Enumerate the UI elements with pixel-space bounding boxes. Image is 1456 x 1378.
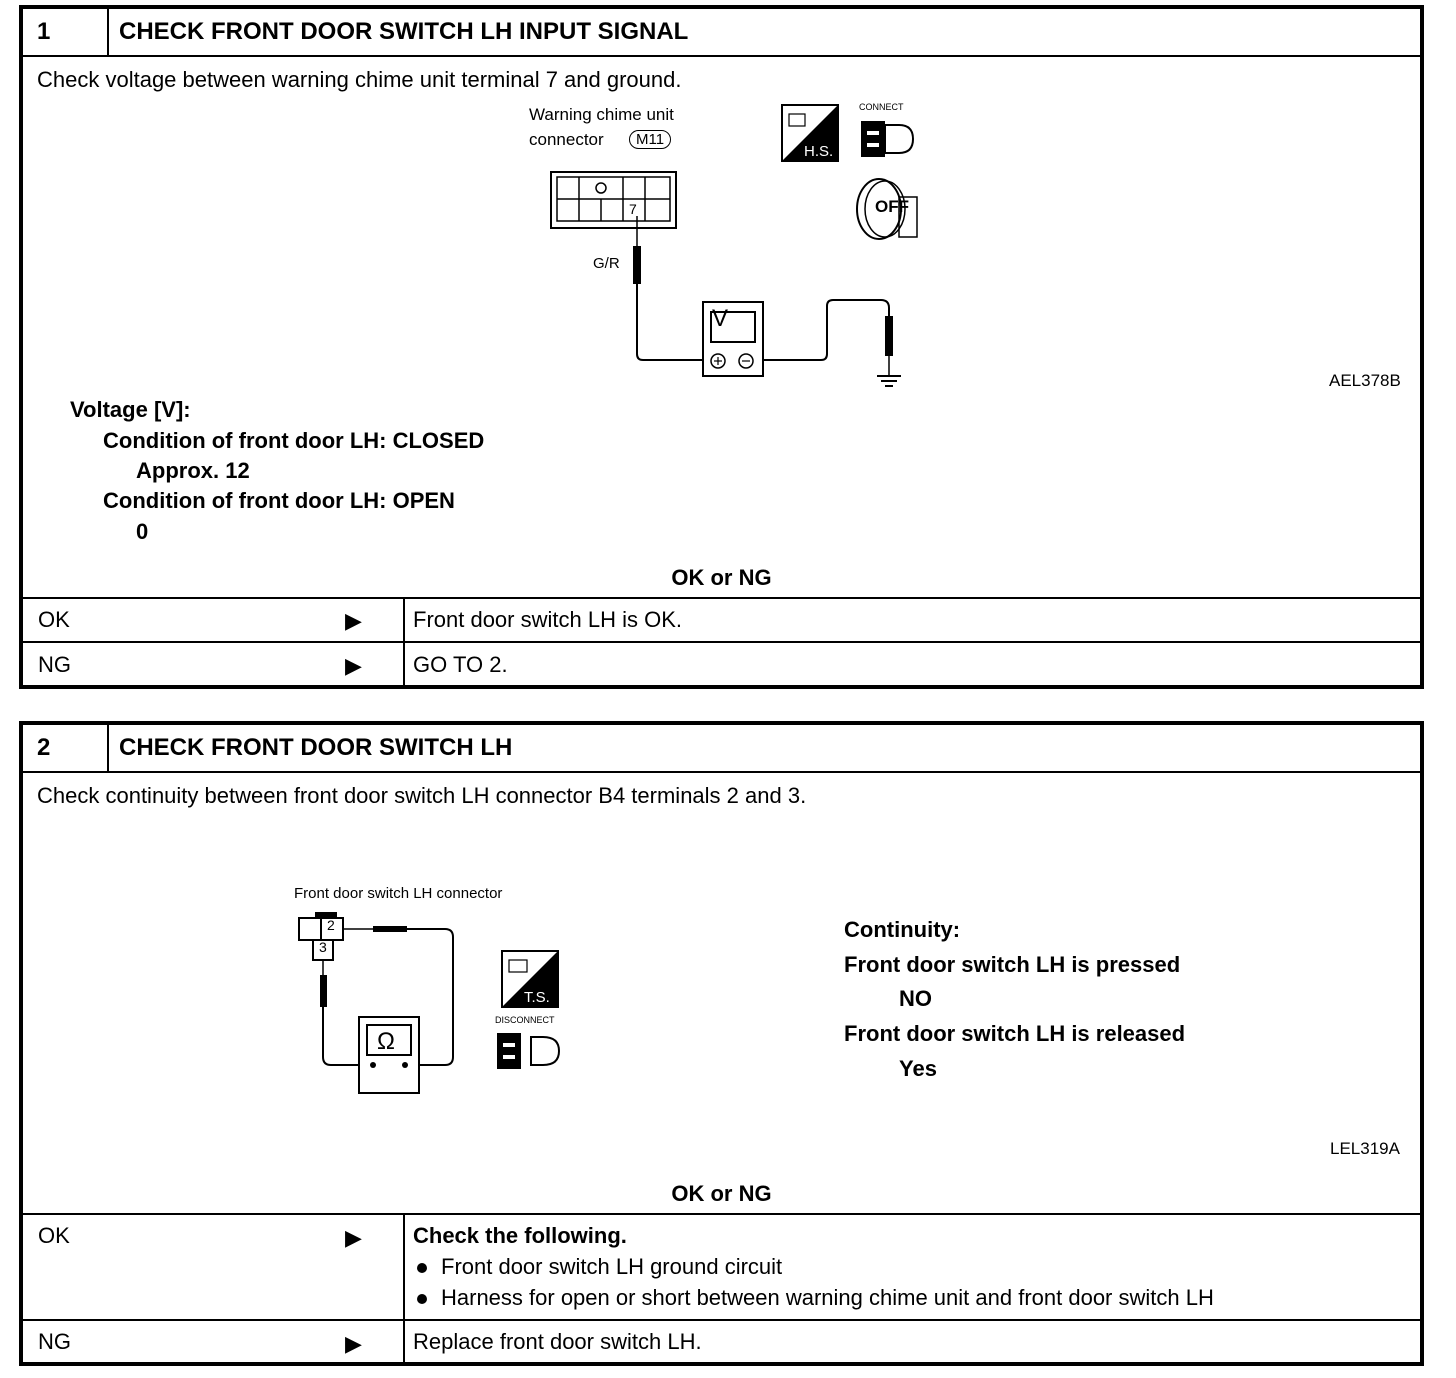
step-1-title: CHECK FRONT DOOR SWITCH LH INPUT SIGNAL	[119, 18, 689, 45]
step-1-box	[19, 5, 1424, 689]
step-1-ng-row	[23, 641, 1420, 687]
step-2-ok-row	[23, 1213, 1420, 1319]
arrow-right-icon: ▶	[345, 653, 362, 678]
ohmmeter-symbol: Ω	[377, 1028, 395, 1055]
step-1-instruction: Check voltage between warning chime unit terminal 7 and ground.	[37, 67, 682, 92]
ok-result: Front door switch LH is OK.	[413, 607, 682, 632]
voltmeter-circuit-diagram	[623, 214, 923, 394]
step-1-ok-or-ng: OK or NG	[671, 565, 772, 590]
step-2-instruction: Check continuity between front door switch LH connector B4 terminals 2 and 3.	[37, 783, 807, 808]
row-separator	[403, 1321, 405, 1364]
connector-label-line1: Warning chime unit	[529, 105, 674, 124]
spec-1-val2: 0	[136, 519, 149, 544]
spec-1-heading: Voltage [V]:	[70, 397, 191, 422]
row-separator	[403, 599, 405, 641]
ng-result: GO TO 2.	[413, 652, 508, 677]
row-separator	[403, 643, 405, 687]
connect-icon	[859, 115, 919, 163]
spec-1-val1: Approx. 12	[136, 458, 250, 483]
step-2-title: CHECK FRONT DOOR SWITCH LH	[119, 734, 513, 761]
figure-1-code: AEL378B	[1329, 371, 1401, 390]
ok-heading: Check the following.	[413, 1223, 627, 1248]
ts-badge-label: T.S.	[524, 989, 550, 1006]
connector-label-line2: connector	[529, 130, 604, 149]
ng-result: Replace front door switch LH.	[413, 1329, 702, 1354]
step-2-ng-row	[23, 1319, 1420, 1364]
arrow-right-icon: ▶	[345, 608, 362, 633]
step-2-number: 2	[23, 725, 109, 771]
spec-2-cond1: Front door switch LH is pressed	[844, 952, 1181, 977]
ok-label: OK	[38, 1223, 70, 1248]
connect-label: CONNECT	[859, 102, 904, 112]
connector-id-badge: M11	[629, 130, 671, 149]
list-item: Front door switch LH ground circuit	[413, 1251, 1214, 1282]
disconnect-icon	[495, 1027, 567, 1075]
terminal-7-label: 7	[629, 201, 637, 217]
step-2-box	[19, 721, 1424, 1366]
ng-label: NG	[38, 1329, 71, 1354]
spec-1-cond1: Condition of front door LH: CLOSED	[103, 428, 485, 453]
list-item: Harness for open or short between warning chime unit and front door switch LH	[413, 1282, 1214, 1313]
voltmeter-symbol: V	[712, 305, 729, 332]
ignition-off-label: OFF	[875, 197, 909, 216]
ohmmeter-circuit-diagram	[293, 907, 483, 1107]
spec-2-heading: Continuity:	[844, 917, 961, 942]
step-2-ok-or-ng: OK or NG	[671, 1181, 772, 1206]
spec-2-cond2: Front door switch LH is released	[844, 1021, 1186, 1046]
ok-check-list	[413, 1251, 1214, 1313]
step-1-ok-row	[23, 597, 1420, 641]
hs-badge-label: H.S.	[804, 143, 834, 160]
disconnect-label: DISCONNECT	[495, 1015, 555, 1025]
terminal-2-label: 2	[327, 917, 335, 933]
wire-color-label: G/R	[593, 255, 620, 272]
arrow-right-icon: ▶	[345, 1331, 362, 1356]
step-1-header	[23, 9, 1420, 57]
figure-2-code: LEL319A	[1330, 1139, 1400, 1158]
arrow-right-icon: ▶	[345, 1225, 362, 1250]
spec-2-val2: Yes	[899, 1056, 937, 1081]
switch-connector-label: Front door switch LH connector	[294, 885, 503, 902]
terminal-3-label: 3	[319, 939, 327, 955]
step-1-number: 1	[23, 9, 109, 55]
ok-label: OK	[38, 607, 70, 632]
ng-label: NG	[38, 652, 71, 677]
spec-1-cond2: Condition of front door LH: OPEN	[103, 488, 455, 513]
spec-2-val1: NO	[899, 986, 932, 1011]
step-2-header	[23, 725, 1420, 773]
row-separator	[403, 1215, 405, 1319]
